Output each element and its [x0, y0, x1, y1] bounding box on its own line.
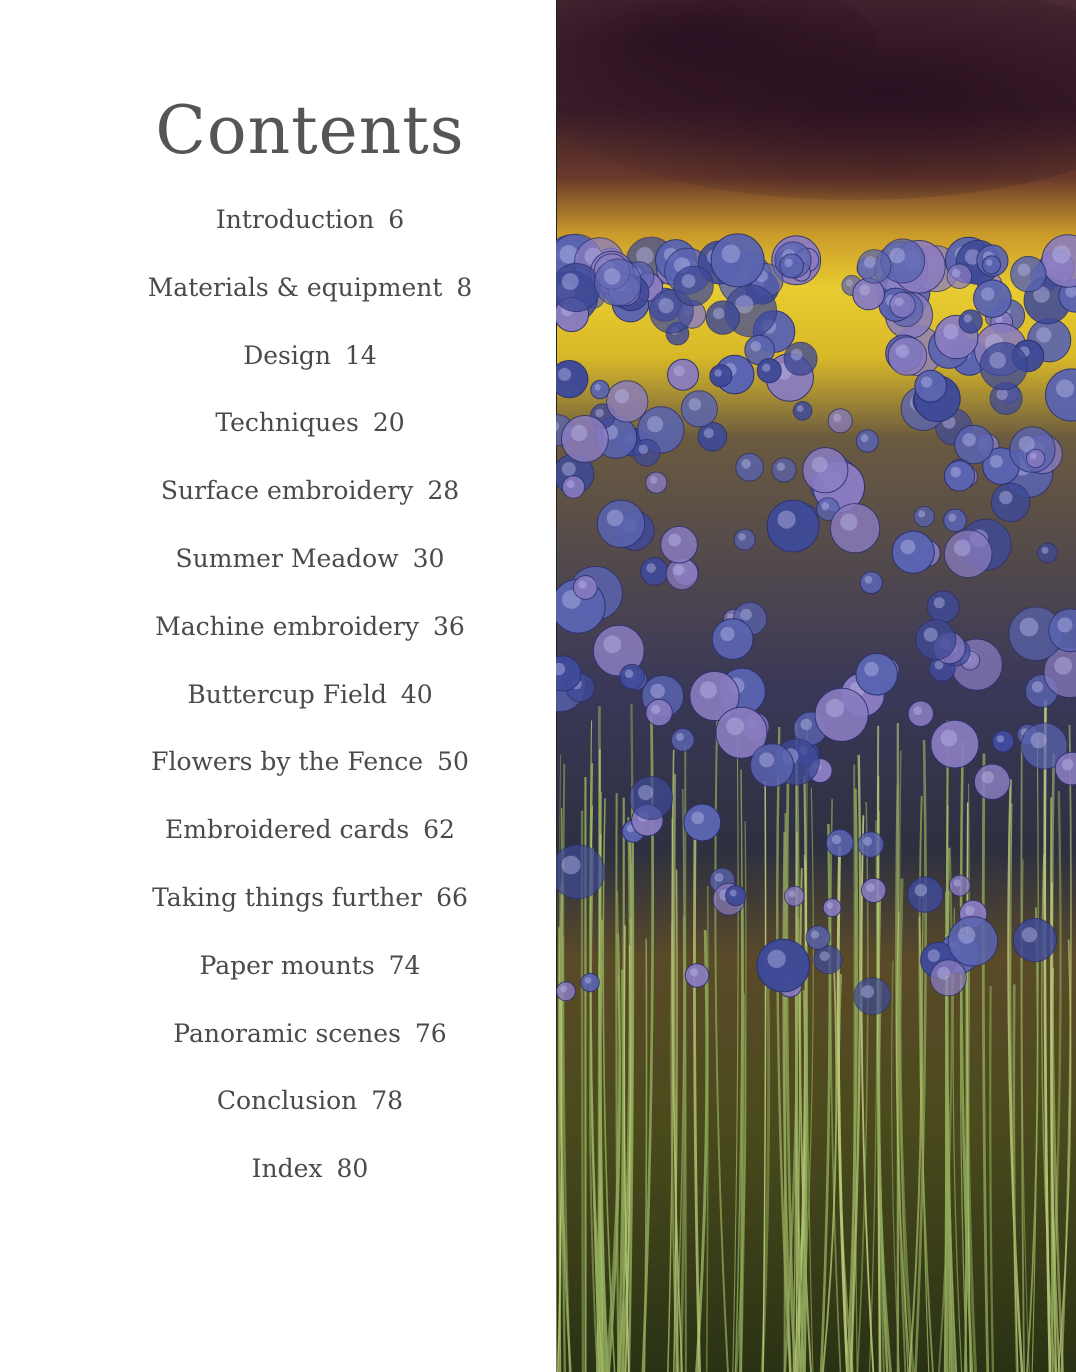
toc-entry-title: Techniques [215, 408, 359, 438]
flower-knot [930, 960, 966, 996]
flower-knot [620, 664, 645, 689]
flower-knot [983, 256, 1001, 274]
flower-highlight [730, 890, 737, 897]
toc-entry-page: 6 [388, 205, 405, 234]
toc-entry-page: 50 [437, 747, 469, 777]
toc-entry-page: 76 [414, 1018, 447, 1048]
flower-highlight [659, 298, 674, 313]
flower-highlight [720, 627, 734, 641]
flower-highlight [562, 856, 581, 875]
flower-highlight [1054, 657, 1072, 675]
flower-highlight [1056, 379, 1074, 397]
flower-highlight [840, 514, 857, 531]
flower-highlight [562, 462, 576, 476]
toc-entry[interactable] [0, 677, 620, 745]
flower-highlight [866, 883, 875, 892]
toc-entry[interactable] [0, 541, 620, 609]
flower-knot [1011, 256, 1046, 291]
flower-knot [646, 699, 672, 725]
flower-highlight [950, 467, 961, 478]
flower-highlight [928, 949, 940, 961]
flower-highlight [1030, 453, 1036, 459]
flower-highlight [1031, 732, 1047, 748]
flower-highlight [827, 902, 833, 908]
toc-entry[interactable] [0, 270, 620, 338]
flower-highlight [650, 684, 665, 699]
flower-knot [681, 391, 717, 427]
toc-entry-page: 40 [400, 679, 433, 709]
flower-highlight [777, 463, 785, 471]
flower-highlight [832, 835, 841, 844]
toc-entry[interactable] [0, 609, 620, 677]
flower-highlight [604, 268, 620, 284]
toc-entry-title: Taking things further [152, 882, 423, 912]
flower-knot [974, 764, 1010, 800]
flower-highlight [895, 297, 904, 306]
flower-highlight [767, 950, 785, 968]
toc-entry-page: 66 [436, 882, 468, 912]
flower-knot [1013, 919, 1056, 962]
flower-highlight [558, 368, 571, 381]
toc-entry-title: Paper mounts [199, 950, 375, 980]
flower-knot [806, 926, 830, 950]
flower-highlight [997, 389, 1008, 400]
flower-highlight [788, 890, 795, 897]
flower-knot [684, 804, 721, 841]
flower-highlight [924, 628, 938, 642]
flower-highlight [921, 377, 932, 388]
flower-highlight [651, 705, 660, 714]
flower-knot [767, 500, 819, 552]
flower-knot [671, 729, 694, 752]
flower-knot [857, 250, 891, 284]
flower-knot [757, 359, 781, 383]
flower-knot [595, 259, 642, 306]
flower-highlight [738, 533, 745, 540]
flower-highlight [713, 308, 725, 320]
flower-knot [661, 526, 698, 563]
flower-highlight [1057, 618, 1072, 633]
toc-entry-page: 20 [372, 408, 405, 438]
flower-highlight [638, 785, 653, 800]
flower-highlight [1022, 927, 1037, 942]
toc-entry-page: 36 [433, 611, 465, 641]
flower-knot [674, 266, 714, 306]
toc-entry-title: Conclusion [216, 1086, 358, 1116]
flower-highlight [896, 345, 909, 358]
flower-highlight [740, 609, 752, 621]
flower-knot [991, 483, 1029, 521]
flower-knot [785, 886, 805, 906]
flower-highlight [741, 459, 751, 469]
flower-highlight [562, 273, 579, 290]
flower-highlight [647, 416, 663, 432]
flower-knot [944, 461, 974, 491]
flower-knot [556, 845, 605, 899]
flower-highlight [918, 510, 925, 517]
flower-knot [793, 402, 812, 421]
flower-highlight [948, 514, 956, 522]
flower-knot [856, 654, 898, 696]
flower-highlight [778, 510, 796, 528]
flower-highlight [560, 986, 567, 993]
flower-knot [711, 234, 764, 287]
flower-highlight [861, 434, 869, 442]
toc-entry-title: Embroidered cards [165, 815, 410, 845]
flower-knot [815, 688, 868, 741]
flower-highlight [578, 580, 586, 588]
toc-entry-title: Panoramic scenes [173, 1018, 401, 1048]
flower-knot [633, 439, 660, 466]
flower-knot [629, 776, 672, 819]
flower-highlight [668, 534, 681, 547]
flower-highlight [864, 662, 879, 677]
flower-highlight [762, 364, 770, 372]
flower-knot [831, 504, 880, 553]
flower-highlight [833, 414, 841, 422]
flower-knot [828, 409, 852, 433]
flower-highlight [913, 706, 922, 715]
flower-knot [860, 572, 882, 594]
flower-highlight [784, 259, 792, 267]
flower-highlight [965, 906, 975, 916]
flower-knot [853, 278, 885, 310]
toc-entry-page: 8 [456, 272, 473, 302]
toc-entry-page: 74 [388, 950, 421, 980]
flower-highlight [604, 635, 622, 653]
flower-knot [597, 500, 644, 547]
toc-entry-page: 80 [336, 1154, 369, 1184]
toc-entry-title: Introduction [215, 205, 375, 234]
flower-knot [890, 292, 915, 317]
flower-highlight [690, 968, 698, 976]
flower-knot [641, 558, 668, 585]
flower-knot [854, 978, 891, 1015]
toc-entry[interactable] [0, 1016, 620, 1084]
flower-knot [803, 448, 848, 493]
page-title: Contents [155, 92, 465, 169]
flower-knot [980, 343, 1027, 390]
flower-highlight [812, 457, 828, 473]
flower-knot [772, 458, 796, 482]
toc-entry-page: 78 [371, 1086, 404, 1116]
flower-highlight [859, 285, 870, 296]
flower-knot [959, 310, 982, 333]
flower-highlight [999, 491, 1012, 504]
toc-entry[interactable] [0, 202, 620, 270]
flower-highlight [700, 681, 717, 698]
flower-knot [562, 416, 609, 463]
flower-highlight [890, 248, 905, 263]
flower-highlight [571, 425, 587, 441]
flower-highlight [990, 455, 1003, 468]
flower-knot [931, 720, 979, 768]
flower-highlight [941, 730, 958, 747]
toc-entry[interactable] [0, 338, 620, 406]
flower-knot [892, 531, 934, 573]
flower-highlight [982, 771, 994, 783]
flower-knot [607, 381, 648, 422]
embroidery-artwork [556, 0, 1076, 1372]
flower-knot [712, 619, 753, 660]
flower-highlight [962, 433, 975, 446]
flower-highlight [650, 476, 657, 483]
flower-highlight [704, 428, 714, 438]
toc-entry-title: Buttercup Field [187, 679, 387, 709]
toc-entry-title: Materials & equipment [147, 272, 443, 302]
flower-highlight [673, 564, 684, 575]
flower-highlight [811, 931, 819, 939]
flower-highlight [801, 719, 813, 731]
flower-highlight [997, 735, 1004, 742]
flower-highlight [865, 576, 873, 584]
flower-highlight [1036, 327, 1051, 342]
flower-knot [916, 620, 956, 660]
toc-entry[interactable] [0, 473, 620, 541]
flower-highlight [607, 510, 624, 527]
flower-highlight [934, 597, 945, 608]
flower-knot [734, 529, 755, 550]
flower-knot [944, 509, 967, 532]
flower-knot [914, 506, 934, 526]
toc-entry[interactable] [0, 1083, 620, 1151]
flower-knot [710, 365, 732, 387]
toc-entry-title: Summer Meadow [175, 543, 399, 573]
toc-entry-page: 62 [423, 815, 455, 845]
flower-highlight [797, 405, 804, 412]
flower-highlight [954, 540, 971, 557]
flower-knot [858, 832, 884, 858]
toc-entry[interactable] [0, 880, 620, 948]
flower-highlight [689, 398, 702, 411]
flower-highlight [964, 315, 972, 323]
toc-entry[interactable] [0, 744, 620, 812]
flower-knot [706, 301, 739, 334]
flower-highlight [715, 873, 724, 882]
flower-highlight [646, 563, 656, 573]
flower-highlight [821, 502, 829, 510]
flower-highlight [1020, 618, 1039, 637]
flower-highlight [958, 926, 975, 943]
flower-highlight [585, 977, 591, 983]
flower-knot [780, 254, 804, 278]
flower-highlight [981, 287, 994, 300]
flower-highlight [676, 733, 684, 741]
flower-highlight [639, 445, 648, 454]
flower-highlight [986, 259, 992, 265]
toc-entry-title: Design [243, 340, 331, 370]
flower-knot [862, 878, 886, 902]
toc-entry-page: 14 [344, 340, 377, 370]
flower-knot [646, 472, 667, 493]
embroidery-artwork-image [556, 0, 1076, 1372]
flower-highlight [1062, 759, 1074, 771]
toc-list [0, 202, 620, 1219]
flower-knot [927, 591, 959, 623]
flower-highlight [1052, 245, 1070, 263]
flower-knot [908, 877, 943, 912]
flower-knot [947, 264, 972, 289]
toc-entry-title: Machine embroidery [155, 611, 419, 641]
flower-highlight [826, 699, 845, 718]
flower-highlight [625, 669, 634, 678]
toc-entry-title: Surface embroidery [160, 476, 414, 506]
flower-highlight [901, 540, 916, 555]
flower-highlight [1032, 681, 1043, 692]
flower-highlight [863, 837, 872, 846]
flower-highlight [937, 967, 950, 980]
toc-entry[interactable] [0, 948, 620, 1016]
stem-thread [685, 745, 686, 1372]
flower-knot [562, 476, 584, 498]
flower-highlight [791, 349, 803, 361]
flower-knot [888, 337, 926, 375]
flower-knot [856, 430, 878, 452]
flower-highlight [595, 409, 604, 418]
flower-highlight [989, 352, 1006, 369]
flower-highlight [1018, 264, 1030, 276]
toc-entry-title: Flowers by the Fence [151, 747, 424, 777]
flower-knot [668, 359, 699, 390]
flower-highlight [714, 369, 722, 377]
toc-entry[interactable] [0, 812, 620, 880]
flower-knot [757, 939, 810, 992]
flower-knot [1038, 543, 1058, 563]
flower-knot [974, 280, 1012, 318]
toc-entry[interactable] [0, 405, 620, 473]
flower-knot [685, 964, 709, 988]
flower-highlight [595, 384, 601, 390]
flower-highlight [726, 717, 744, 735]
toc-entry-page: 28 [427, 476, 460, 506]
flower-highlight [954, 879, 961, 886]
flower-highlight [615, 389, 629, 403]
flower-highlight [1042, 547, 1049, 554]
flower-knot [915, 370, 947, 402]
flower-highlight [722, 245, 741, 264]
flower-knot [751, 744, 794, 787]
flower-highlight [952, 269, 961, 278]
flower-knot [944, 530, 992, 578]
flower-knot [736, 454, 764, 482]
flower-highlight [691, 812, 704, 825]
flower-knot [726, 886, 746, 906]
flower-highlight [864, 256, 876, 268]
flower-highlight [759, 752, 774, 767]
flower-highlight [567, 480, 575, 488]
flower-knot [993, 731, 1014, 752]
toc-entry[interactable] [0, 1151, 620, 1219]
flower-highlight [846, 279, 853, 286]
flower-knot [955, 425, 994, 464]
flower-knot [591, 380, 609, 398]
flower-highlight [682, 274, 696, 288]
flower-highlight [751, 341, 761, 351]
flower-highlight [674, 365, 685, 376]
flower-knot [1026, 449, 1044, 467]
flower-highlight [820, 951, 830, 961]
flower-knot [948, 917, 997, 966]
toc-entry-page: 30 [412, 543, 445, 573]
flower-highlight [861, 985, 874, 998]
flower-highlight [915, 884, 927, 896]
flower-highlight [943, 324, 958, 339]
toc-entry-title: Index [251, 1154, 323, 1184]
